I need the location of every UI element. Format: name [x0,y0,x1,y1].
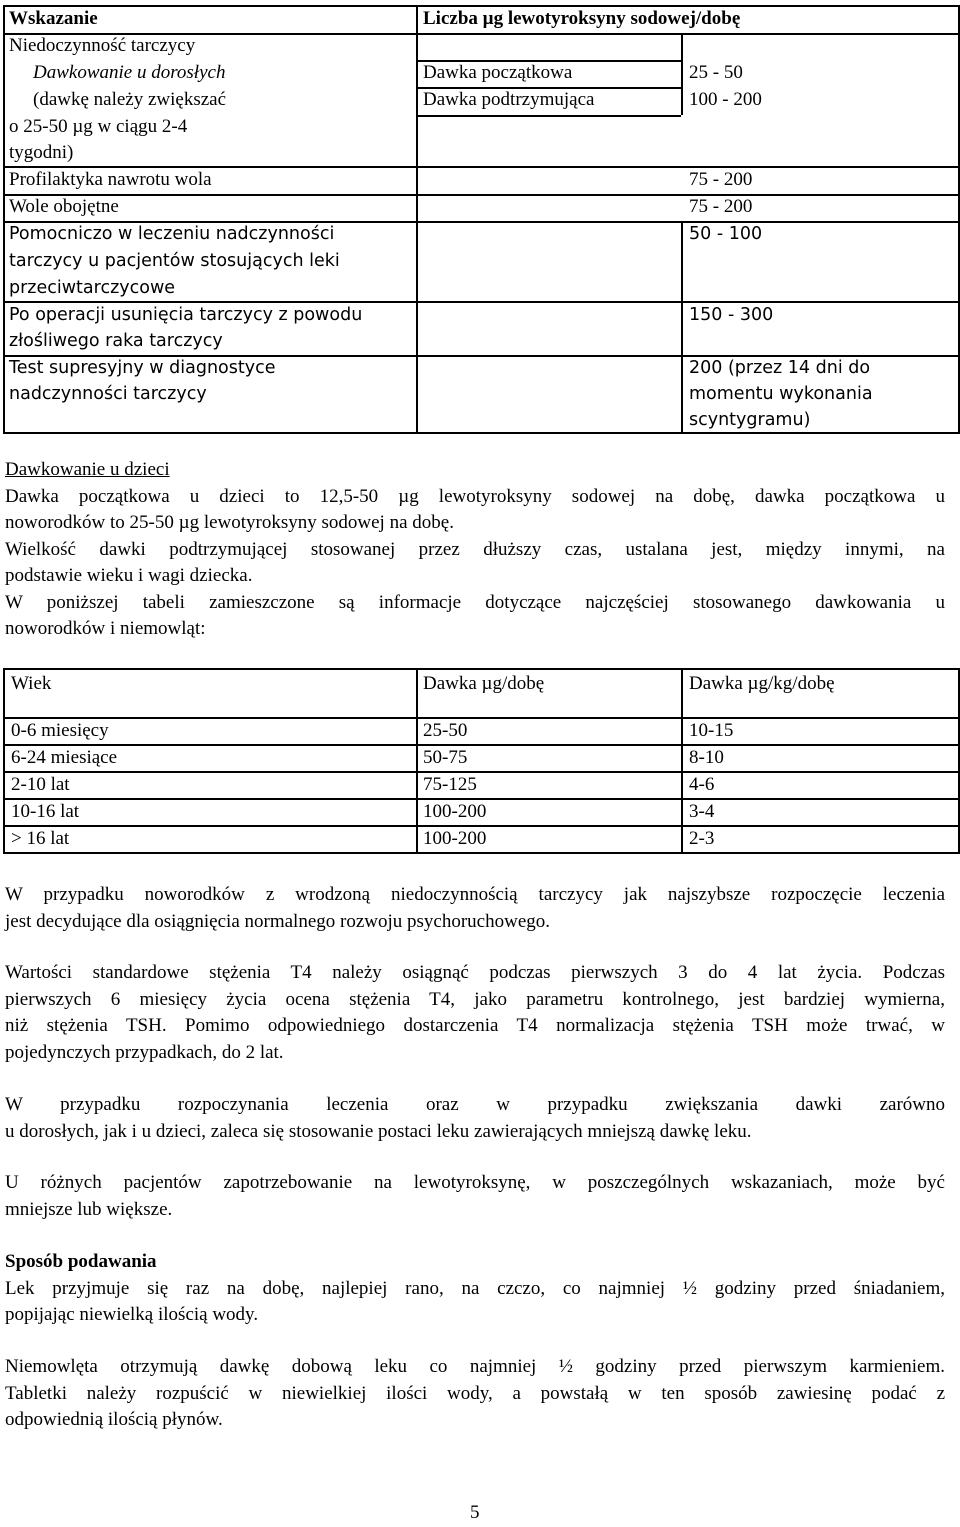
header-dose: Liczba µg lewotyroksyny sodowej/dobę [423,8,741,29]
row-goiter-prevention-value: 75 - 200 [689,169,753,190]
paragraph-congenital [5,882,945,935]
dose-cell: 50-75 [423,747,468,768]
adult-dosing-line: (dawkę należy zwiększać [33,89,227,110]
paragraph-line: noworodków i niemowląt: [5,618,206,639]
age-cell: 0-6 miesięcy [11,720,109,741]
paragraph-line: odpowiednią ilością płynów. [5,1409,223,1430]
paragraph-line: U różnych pacjentów zapotrzebowanie na lewotyroksynę, w poszczególnych wskazaniach, może być [5,1172,945,1193]
dosage-table [3,5,960,433]
dose-kg-cell: 4-6 [689,774,715,795]
initial-dose-value: 25 - 50 [689,62,743,83]
row-suppression-value: momentu wykonania [689,384,873,404]
row-postop-value: 150 - 300 [689,305,774,325]
paragraph-line: W przypadku rozpoczynania leczenia oraz w przypadku zwiększania dawki zarówno [5,1094,945,1115]
row-adjunct-value: 50 - 100 [689,224,763,244]
paragraph-line: niż stężenia TSH. Pomimo odpowiedniego dostarczenia T4 normalizacja stężenia TSH może trwać, w [5,1015,945,1036]
dose-cell: 25-50 [423,720,468,741]
row-postop-label: złośliwego raka tarczycy [9,331,223,351]
adult-dosing-line: o 25-50 µg w ciągu 2-4 [9,116,188,137]
dose-cell: 75-125 [423,774,477,795]
row-suppression-value: 200 (przez 14 dni do [689,358,871,378]
paragraph-line: jest decydujące dla osiągnięcia normalnego rozwoju psychoruchowego. [5,910,551,932]
administration-heading: Sposób podawania [5,1251,157,1272]
dose-kg-cell: 10-15 [689,720,734,741]
paragraph-t4 [5,960,945,1066]
dose-kg-cell: 3-4 [689,801,715,822]
paragraph-line: noworodków to 25-50 µg lewotyroksyny sodowej na dobę. [5,512,454,533]
children-dosing-section [5,457,945,643]
paragraph-treatment-start [5,1092,945,1145]
row-adjunct-label: przeciwtarczycowe [9,278,176,298]
maintenance-dose-label: Dawka podtrzymująca [423,89,595,110]
administration-section [5,1249,945,1329]
paragraph-line: Wielkość dawki podtrzymującej stosowanej przez dłuższy czas, ustalana jest, między innymi, na [5,538,945,560]
dose-cell: 100-200 [423,801,487,822]
paragraph-line: pojedynczych przypadkach, do 2 lat. [5,1041,284,1063]
paragraph-line: W przypadku noworodków z wrodzoną niedoczynnością tarczycy jak najszybsze rozpoczęcie leczenia [5,884,945,905]
age-cell: 2-10 lat [11,774,70,795]
paragraph-line: pierwszych 6 miesięcy życia ocena stężenia T4, jako parametru kontrolnego, jest bardziej wymierna, [5,988,945,1010]
paragraph-line: podstawie wieku i wagi dziecka. [5,565,253,586]
row-goiter-value: 75 - 200 [689,196,753,217]
paragraph-varied-needs [5,1170,945,1223]
page-number: 5 [470,1502,480,1523]
dose-cell: 100-200 [423,828,487,849]
row-goiter-label: Wole obojętne [9,196,119,217]
paragraph-line: popijając niewielką ilością wody. [5,1304,259,1325]
age-cell: > 16 lat [11,828,70,849]
paragraph-line: W poniższej tabeli zamieszczone są informacje dotyczące najczęściej stosowanego dawkowania u [5,591,945,613]
paragraph-line: Niemowlęta otrzymują dawkę dobową leku co najmniej ½ godziny przed pierwszym karmieniem. [5,1356,945,1377]
paragraph-line: Lek przyjmuje się raz na dobę, najlepiej rano, na czczo, co najmniej ½ godziny przed śniadaniem, [5,1277,945,1299]
age-dosage-table [3,668,960,855]
row-adjunct-label: tarczycy u pacjentów stosujących leki [9,251,340,271]
row-suppression-label: nadczynności tarczycy [9,384,207,404]
children-heading: Dawkowanie u dzieci [5,459,170,480]
adult-dosing-line: tygodni) [9,142,74,163]
paragraph-line: mniejsze lub większe. [5,1198,173,1220]
age-table-header: Wiek [11,673,52,694]
age-cell: 10-16 lat [11,801,80,822]
paragraph-line: Wartości standardowe stężenia T4 należy osiągnąć podczas pierwszych 3 do 4 lat życia. Podczas [5,962,945,983]
row-postop-label: Po operacji usunięcia tarczycy z powodu [9,305,363,325]
dose-kg-cell: 2-3 [689,828,715,849]
paragraph-line: Tabletki należy rozpuścić w niewielkiej ilości wody, a powstałą w ten sposób zawiesinę podać z [5,1382,945,1404]
row-adjunct-label: Pomocniczo w leczeniu nadczynności [9,224,335,244]
maintenance-dose-value: 100 - 200 [689,89,762,110]
dose-kg-cell: 8-10 [689,747,724,768]
row-suppression-label: Test supresyjny w diagnostyce [9,358,276,378]
age-table-header: Dawka µg/kg/dobę [689,673,835,694]
initial-dose-label: Dawka początkowa [423,62,573,83]
row-goiter-prevention-label: Profilaktyka nawrotu wola [9,169,212,190]
paragraph-line: u dorosłych, jak i u dzieci, zaleca się stosowanie postaci leku zawierających mniejszą dawkę leku. [5,1120,752,1142]
row-hypothyroid: Niedoczynność tarczycy [9,35,196,56]
age-cell: 6-24 miesiące [11,747,118,768]
paragraph-line: Dawka początkowa u dzieci to 12,5-50 µg lewotyroksyny sodowej na dobę, dawka początkowa u [5,485,945,507]
header-indication: Wskazanie [9,8,98,29]
adult-dosing-title: Dawkowanie u dorosłych [33,62,226,83]
paragraph-infants [5,1354,945,1434]
age-table-header: Dawka µg/dobę [423,673,545,694]
row-suppression-value: scyntygramu) [689,410,811,430]
